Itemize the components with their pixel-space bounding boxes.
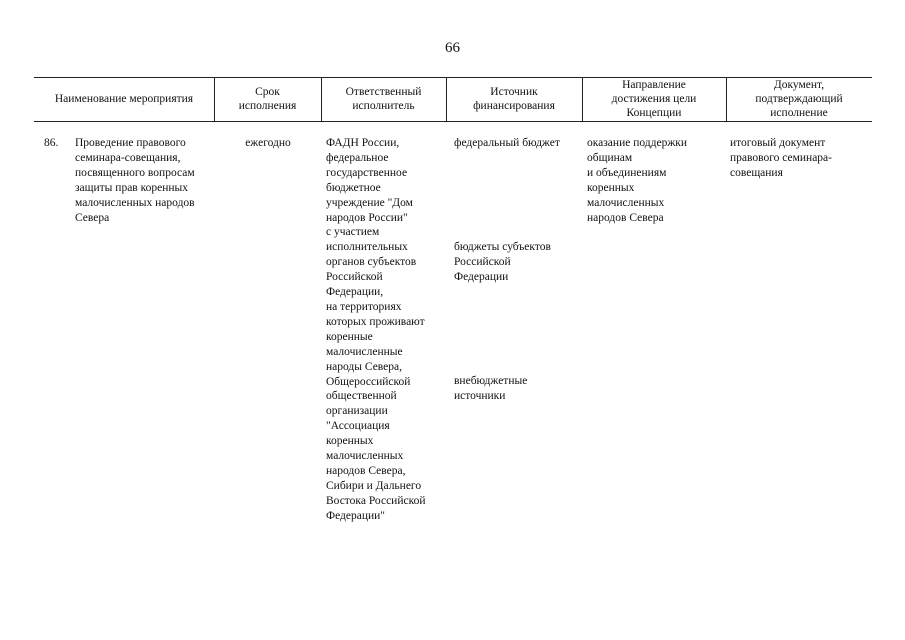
header-direction: Направление достижения цели Концепции (611, 79, 697, 119)
row-direction: оказание поддержки общинам и объединениям коренных малочисленных народов Севера (587, 137, 688, 224)
row-name: Проведение правового семинара-совещания, посвященного вопросам защиты прав коренных малочисленных народов Севера (75, 137, 195, 224)
row-document: итоговый документ правового семинара- совещания (730, 137, 832, 179)
row-responsible: ФАДН России, федеральное государственное бюджетное учреждение "Дом народов России" с участием исполнительных органов субъектов Российской Федерации, на территориях которых проживают коренные малочисленные народы Севера, Общероссийской общественной организации "Ассоциация коренных малочисленных народов Севера, Сибири и Дальнего Востока Российской Федерации" (326, 137, 426, 522)
header-name: Наименование мероприятия (54, 93, 194, 105)
header-source: Источник финансирования (473, 86, 555, 112)
row-source-regional: бюджеты субъектов Российской Федерации (454, 241, 551, 283)
row-term: ежегодно (245, 137, 291, 149)
row-source-federal: федеральный бюджет (454, 137, 560, 149)
header-document: Документ, подтверждающий исполнение (755, 79, 843, 119)
page-number: 66 (445, 40, 460, 56)
header-term: Срок исполнения (238, 86, 297, 112)
row-number: 86. (44, 137, 59, 149)
header-responsible: Ответственный исполнитель (345, 86, 422, 112)
row-source-extrabudgetary: внебюджетные источники (454, 375, 528, 402)
header-bottom-border (34, 121, 872, 122)
